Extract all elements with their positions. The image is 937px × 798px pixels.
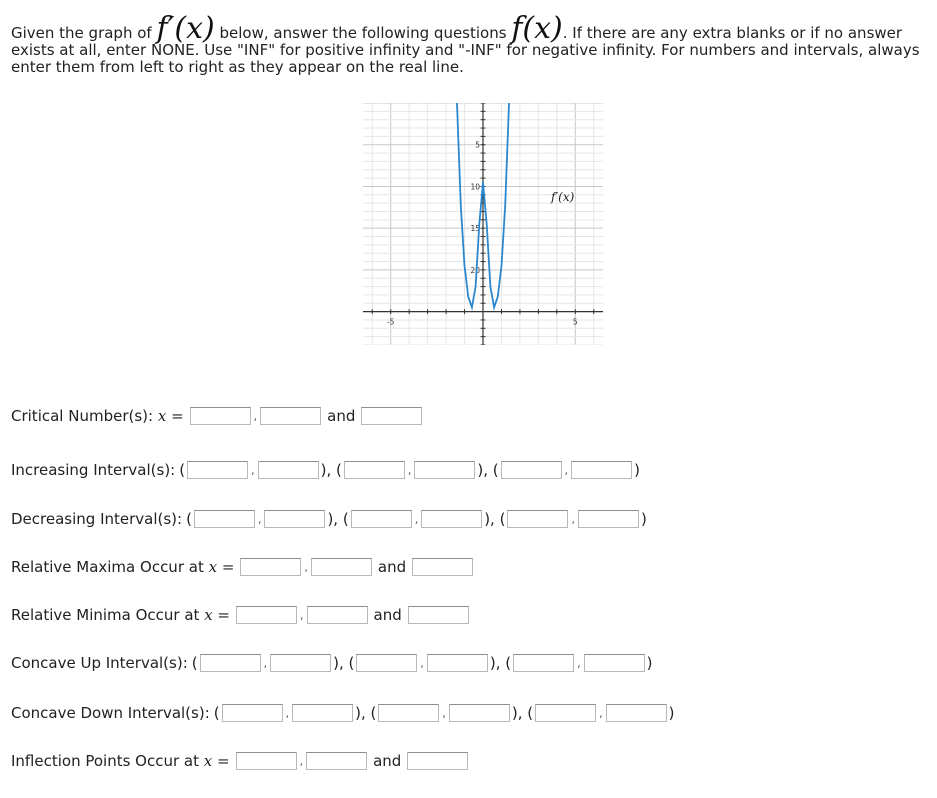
relative-minima-row [11, 605, 471, 625]
prompt-middle: below, answer the following questions [214, 24, 512, 42]
interval-separator: ), ( [511, 704, 534, 722]
increasing-interval-1-start-input[interactable] [187, 461, 248, 479]
open-paren: ( [213, 704, 220, 722]
relative-maxima-label: Relative Maxima Occur at x = [11, 558, 235, 576]
relative-minima-label: Relative Minima Occur at x = [11, 606, 230, 624]
comma: , [414, 512, 419, 526]
and-text: and [327, 407, 356, 425]
critical-number-1-input[interactable] [190, 407, 251, 425]
interval-separator: ), ( [484, 510, 506, 528]
comma: , [251, 463, 255, 477]
close-paren: ) [634, 461, 640, 479]
comma: , [442, 706, 446, 720]
relative-minimum-3-input[interactable] [408, 606, 469, 624]
interval-separator: ), ( [489, 654, 512, 672]
concave-up-interval-3-end-input[interactable] [584, 654, 645, 672]
close-paren: ) [668, 704, 675, 722]
increasing-interval-1-end-input[interactable] [258, 461, 319, 479]
relative-minimum-2-input[interactable] [307, 606, 368, 624]
decreasing-interval-2-start-input[interactable] [351, 510, 412, 528]
relative-minimum-1-input[interactable] [236, 606, 297, 624]
concave-up-interval-2-start-input[interactable] [356, 654, 417, 672]
concave-down-interval-2-start-input[interactable] [378, 704, 439, 722]
concave-up-row [11, 653, 652, 673]
interval-separator: ), ( [320, 461, 342, 479]
decreasing-intervals-row [11, 509, 647, 529]
critical-number-3-input[interactable] [361, 407, 422, 425]
critical-number-2-input[interactable] [260, 407, 321, 425]
question-prompt [11, 11, 927, 76]
open-paren: ( [186, 510, 192, 528]
open-paren: ( [179, 461, 186, 479]
comma: , [257, 512, 262, 526]
comma: , [599, 706, 603, 720]
concave-up-interval-2-end-input[interactable] [427, 654, 488, 672]
increasing-intervals-row [11, 460, 640, 480]
close-paren: ) [646, 654, 653, 672]
critical-numbers-label: Critical Number(s): x = [11, 407, 184, 425]
concave-up-interval-1-start-input[interactable] [200, 654, 261, 672]
concave-down-interval-1-start-input[interactable] [222, 704, 283, 722]
concave-down-interval-2-end-input[interactable] [449, 704, 510, 722]
y-tick-label: 10 [470, 182, 480, 192]
inflection-point-1-input[interactable] [236, 752, 297, 770]
comma: , [253, 409, 258, 423]
decreasing-interval-2-end-input[interactable] [421, 510, 482, 528]
concave-down-interval-3-start-input[interactable] [535, 704, 596, 722]
y-tick-label: 15 [470, 224, 480, 234]
increasing-intervals-label: Increasing Interval(s): [11, 461, 176, 479]
concave-down-row [11, 703, 674, 723]
comma: , [300, 608, 304, 622]
increasing-interval-2-start-input[interactable] [344, 461, 405, 479]
decreasing-intervals-label: Decreasing Interval(s): [11, 510, 183, 528]
comma: , [407, 463, 412, 477]
comma: , [571, 512, 575, 526]
x-tick-label: 5 [572, 317, 578, 327]
and-text: and [373, 606, 402, 624]
derivative-graph [363, 103, 603, 345]
concave-down-label: Concave Down Interval(s): [11, 704, 210, 722]
decreasing-interval-3-start-input[interactable] [507, 510, 568, 528]
relative-maxima-row [11, 557, 475, 577]
inflection-point-3-input[interactable] [407, 752, 468, 770]
prompt-function-derivative: f′(x) [156, 11, 215, 46]
open-paren: ( [191, 654, 198, 672]
relative-maximum-2-input[interactable] [311, 558, 372, 576]
and-text: and [377, 558, 407, 576]
curve-label: f′(x) [551, 190, 575, 204]
increasing-interval-3-start-input[interactable] [501, 461, 562, 479]
comma: , [420, 656, 424, 670]
increasing-interval-3-end-input[interactable] [571, 461, 632, 479]
comma: , [299, 754, 304, 768]
decreasing-interval-3-end-input[interactable] [578, 510, 639, 528]
comma: , [564, 463, 569, 477]
relative-maximum-3-input[interactable] [412, 558, 473, 576]
decreasing-interval-1-start-input[interactable] [194, 510, 255, 528]
inflection-points-row [11, 751, 470, 771]
inflection-point-2-input[interactable] [306, 752, 367, 770]
concave-up-interval-1-end-input[interactable] [270, 654, 331, 672]
prompt-intro: Given the graph of [11, 24, 157, 42]
comma: , [263, 656, 268, 670]
concave-down-interval-3-end-input[interactable] [606, 704, 667, 722]
critical-numbers-row [11, 406, 424, 426]
x-tick-label: -5 [386, 317, 395, 327]
concave-down-interval-1-end-input[interactable] [292, 704, 353, 722]
prompt-function: f(x) [511, 11, 563, 46]
comma: , [577, 656, 581, 670]
concave-up-interval-3-start-input[interactable] [513, 654, 574, 672]
y-tick-label: 20 [470, 265, 480, 275]
concave-up-label: Concave Up Interval(s): [11, 654, 188, 672]
increasing-interval-2-end-input[interactable] [414, 461, 475, 479]
interval-separator: ), ( [477, 461, 499, 479]
interval-separator: ), ( [333, 654, 355, 672]
comma: , [285, 706, 290, 720]
y-tick-label: 5 [475, 140, 480, 150]
inflection-points-label: Inflection Points Occur at x = [11, 752, 230, 770]
prompt-instructions: . If there are any extra blanks or if no answer exists at all, enter NONE. Use "INF" for positive infinity and "-INF" for negative infinity. For numbers and intervals, always enter them from left to right as they appear on the real line. [11, 24, 920, 76]
interval-separator: ), ( [327, 510, 349, 528]
close-paren: ) [640, 510, 647, 528]
decreasing-interval-1-end-input[interactable] [264, 510, 325, 528]
comma: , [304, 560, 308, 574]
relative-maximum-1-input[interactable] [240, 558, 301, 576]
interval-separator: ), ( [355, 704, 377, 722]
and-text: and [373, 752, 402, 770]
